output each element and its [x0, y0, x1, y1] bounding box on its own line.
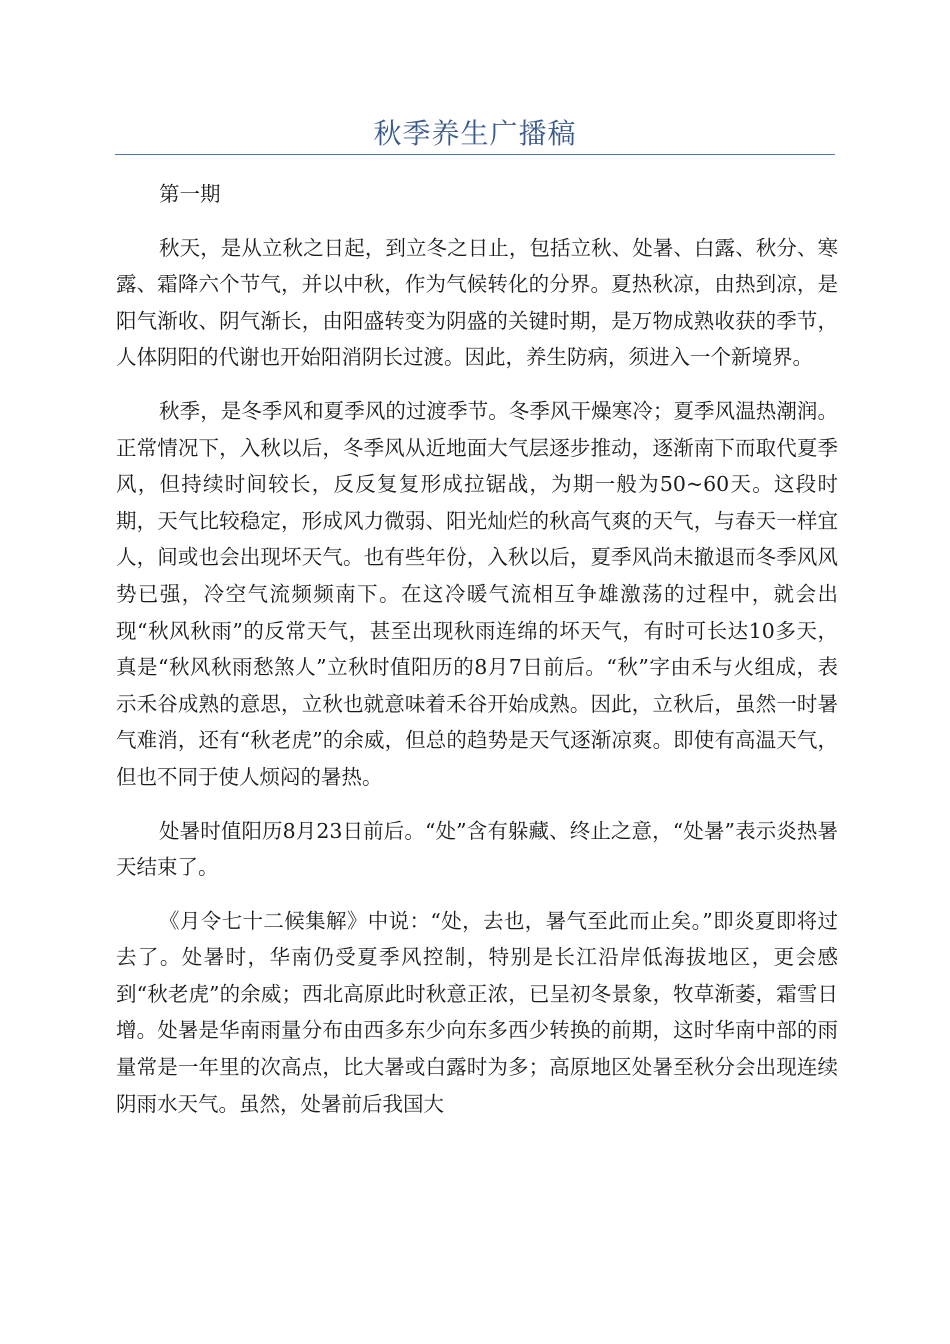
issue-label: 第一期 — [159, 182, 221, 206]
title-underline — [115, 154, 835, 155]
paragraph: 秋季，是冬季风和夏季风的过渡季节。冬季风干燥寒冷；夏季风温热潮润。正常情况下，入秋以后，冬季风从近地面大气层逐步推动，逐渐南下而取代夏季风，但持续时间较长，反反复复形成拉锯战，为期一般为50~60天。这段时期，天气比较稳定，形成风力微弱、阳光灿烂的秋高气爽的天气，与春天一样宜人，间或也会出现坏天气。也有些年份，入秋以后，夏季风尚未撤退而冬季风风势已强，冷空气流频频南下。在这冷暖气流相互争雄激荡的过程中，就会出现“秋风秋雨”的反常天气，甚至出现秋雨连绵的坏天气，有时可长达10多天，真是“秋风秋雨愁煞人”立秋时值阳历的8月7日前后。“秋”字由禾与火组成，表示禾谷成熟的意思，立秋也就意味着禾谷开始成熟。因此，立秋后，虽然一时暑气难消，还有“秋老虎”的余威，但总的趋势是天气逐渐凉爽。即使有高温天气，但也不同于使人烦闷的暑热。 — [116, 398, 838, 789]
paragraph: 《月令七十二候集解》中说：“处，去也，暑气至此而止矣。”即炎夏即将过去了。处暑时，华南仍受夏季风控制，特别是长江沿岸低海拔地区，更会感到“秋老虎”的余威；西北高原此时秋意正浓，已呈初冬景象，牧草渐萎，霜雪日增。处暑是华南雨量分布由西多东少向东多西少转换的前期，这时华南中部的雨量常是一年里的次高点，比大暑或白露时为多；高原地区处暑至秋分会出现连续阴雨水天气。虽然，处暑前后我国大 — [116, 908, 838, 1116]
document-body — [116, 176, 838, 1139]
paragraph: 处暑时值阳历8月23日前后。“处”含有躲藏、终止之意，“处暑”表示炎热暑天结束了。 — [116, 818, 838, 880]
page-title: 秋季养生广播稿 — [373, 117, 577, 150]
paragraph: 秋天，是从立秋之日起，到立冬之日止，包括立秋、处暑、白露、秋分、寒露、霜降六个节气，并以中秋，作为气候转化的分界。夏热秋凉，由热到凉，是阳气渐收、阴气渐长，由阳盛转变为阴盛的关键时期，是万物成熟收获的季节，人体阴阳的代谢也开始阳消阴长过渡。因此，养生防病，须进入一个新境界。 — [116, 235, 838, 370]
